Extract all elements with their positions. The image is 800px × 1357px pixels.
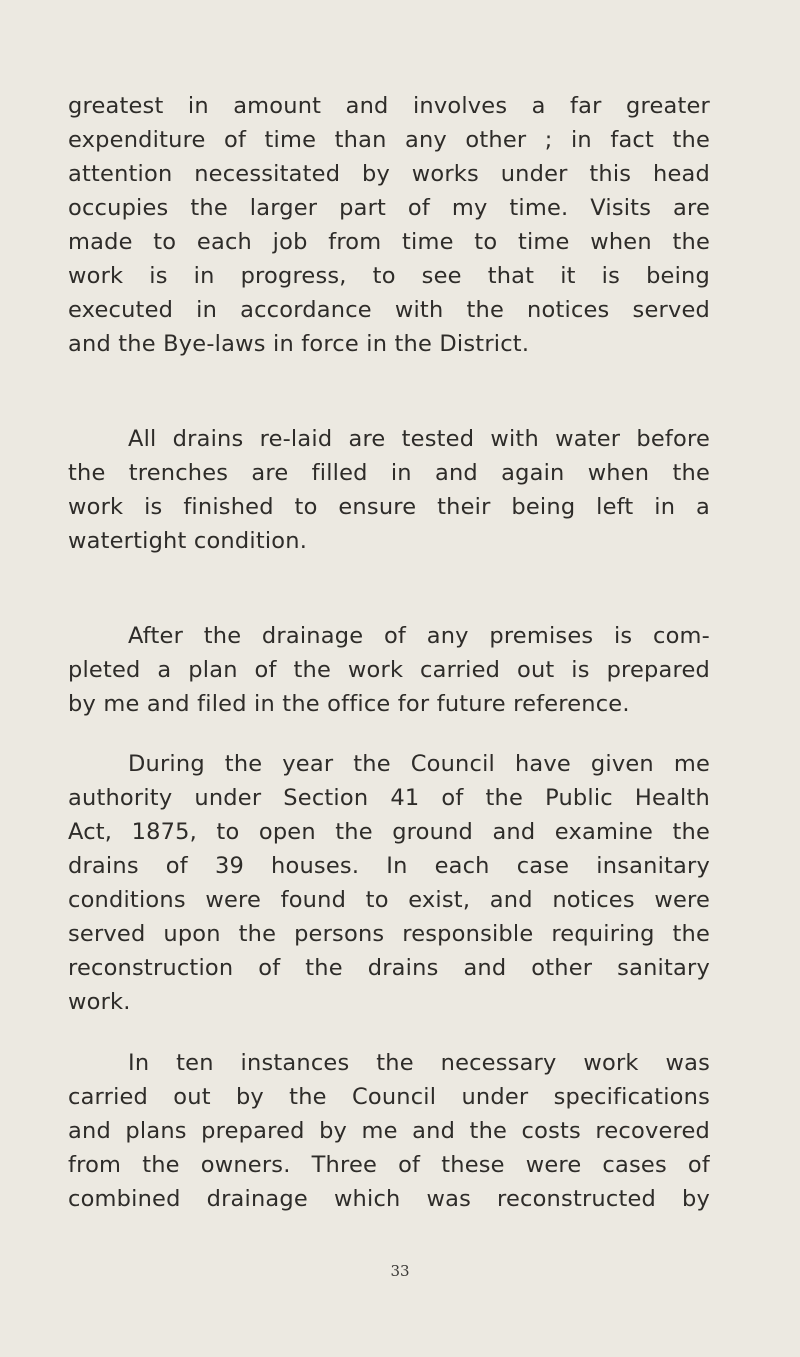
text-line: work is finished to ensure their being left in a (68, 494, 710, 520)
text-line: greatest in amount and involves a far greater (68, 93, 710, 119)
text-line: work. (68, 989, 131, 1015)
text-line: In ten instances the necessary work was (128, 1050, 710, 1076)
paragraph-4 (68, 747, 710, 1019)
text-line: work is in progress, to see that it is being (68, 263, 710, 289)
text-line: Act, 1875, to open the ground and examine the (68, 819, 710, 845)
text-line: During the year the Council have given me (128, 751, 710, 777)
text-line: authority under Section 41 of the Public Health (68, 785, 710, 811)
paragraph-5 (68, 1046, 710, 1216)
text-line: drains of 39 houses. In each case insanitary (68, 853, 710, 879)
text-line: from the owners. Three of these were cases of (68, 1152, 710, 1178)
text-line: reconstruction of the drains and other sanitary (68, 955, 710, 981)
text-line: the trenches are filled in and again when the (68, 460, 710, 486)
text-line: and the Bye-laws in force in the District. (68, 331, 530, 357)
text-line: attention necessitated by works under this head (68, 161, 710, 187)
text-line: executed in accordance with the notices served (68, 297, 710, 323)
text-line: served upon the persons responsible requiring the (68, 921, 710, 947)
text-line: conditions were found to exist, and notices were (68, 887, 710, 913)
text-line: made to each job from time to time when the (68, 229, 710, 255)
text-line: and plans prepared by me and the costs recovered (68, 1118, 710, 1144)
text-line: by me and filed in the office for future reference. (68, 691, 630, 717)
text-line: pleted a plan of the work carried out is prepared (68, 657, 710, 683)
paragraph-2 (68, 422, 710, 558)
text-line: occupies the larger part of my time. Visits are (68, 195, 710, 221)
page-number: 33 (390, 1262, 410, 1280)
paragraph-3 (68, 619, 710, 721)
text-line: All drains re-laid are tested with water before (128, 426, 710, 452)
paragraph-1 (68, 89, 710, 361)
text-line: watertight condition. (68, 528, 308, 554)
text-line: carried out by the Council under specifications (68, 1084, 710, 1110)
text-line: combined drainage which was reconstructed by (68, 1186, 710, 1212)
text-line: After the drainage of any premises is com- (128, 623, 710, 649)
text-line: expenditure of time than any other ; in fact the (68, 127, 710, 153)
